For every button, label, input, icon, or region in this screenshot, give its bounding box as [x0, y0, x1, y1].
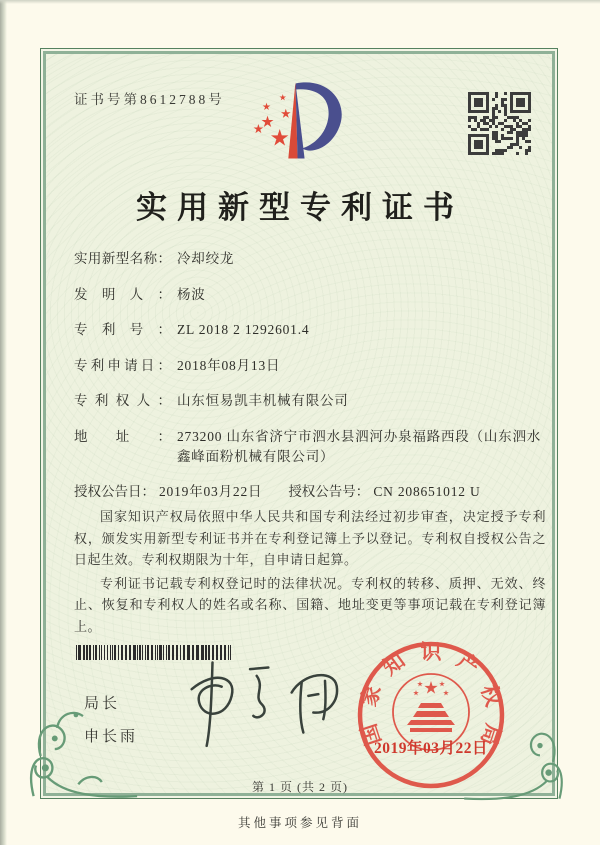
field-value: ZL 2018 2 1292601.4: [177, 322, 310, 337]
field-address: [74, 427, 542, 467]
field-inventor: [74, 285, 542, 305]
field-value: 山东恒易凯丰机械有限公司: [177, 393, 349, 408]
field-value: 冷却绞龙: [177, 251, 235, 266]
field-filing-date: [74, 356, 542, 376]
scan-edge-shadow: [0, 0, 7, 845]
field-label: 专利号：: [74, 322, 171, 337]
seal-org-text: 国家知识产权局: [356, 640, 506, 749]
legal-paragraph-1: 国家知识产权局依照中华人民共和国专利法经过初步审查，决定授予专利权，颁发实用新型专利证书并在专利登记簿上予以登记。专利权自授权公告之日起生效。专利权期限为十年，自申请日起算。: [74, 509, 546, 567]
grant-row: [74, 482, 542, 502]
field-value: 2018年08月13日: [177, 357, 281, 373]
reverse-side-note: 其他事项参见背面: [237, 816, 362, 830]
seal-date: 2019年03月22日: [373, 740, 488, 757]
director-name: 申长雨: [84, 729, 139, 745]
legal-paragraph-2: 专利证书记载专利权登记时的法律状况。专利权的转移、质押、无效、终止、恢复和专利权人的姓名或名称、国籍、地址变更等事项记载在专利登记簿上。: [74, 575, 546, 634]
director-signature: [170, 650, 345, 765]
fields-block: [74, 249, 542, 502]
national-emblem-icon: [407, 681, 455, 732]
grant-date-label: 授权公告日：: [74, 484, 155, 499]
grant-number-value: CN 208651012 U: [373, 484, 481, 499]
director-title: 局长: [84, 696, 121, 712]
page-number: 第 1 页 (共 2 页): [252, 780, 348, 794]
field-label: 专利权人：: [74, 393, 171, 408]
certificate-title: 实用新型专利证书: [136, 190, 464, 225]
cnipa-logo-icon: [232, 70, 368, 182]
field-label: 实用新型名称：: [74, 251, 171, 266]
scan-edge-shadow-top: [0, 0, 600, 4]
field-label: 发明人：: [74, 286, 171, 302]
certificate-number: 证书号第8612788号: [74, 92, 225, 107]
field-label: 地址：: [74, 428, 171, 444]
legal-text: [74, 506, 546, 639]
field-value: 杨波: [177, 286, 206, 302]
field-value: 273200 山东省济宁市泗水县泗河办泉福路西段（山东泗水鑫峰面粉机械有限公司）: [177, 428, 542, 464]
field-utility-model-name: [74, 249, 542, 269]
grant-date-value: 2019年03月22日: [159, 484, 263, 499]
field-label: 专利申请日：: [74, 357, 171, 373]
field-patent-number: [74, 320, 542, 340]
qr-code: [468, 92, 531, 155]
field-patentee: [74, 391, 542, 411]
grant-date: [74, 482, 262, 502]
grant-number: [288, 482, 480, 502]
grant-number-label: 授权公告号：: [288, 484, 370, 499]
